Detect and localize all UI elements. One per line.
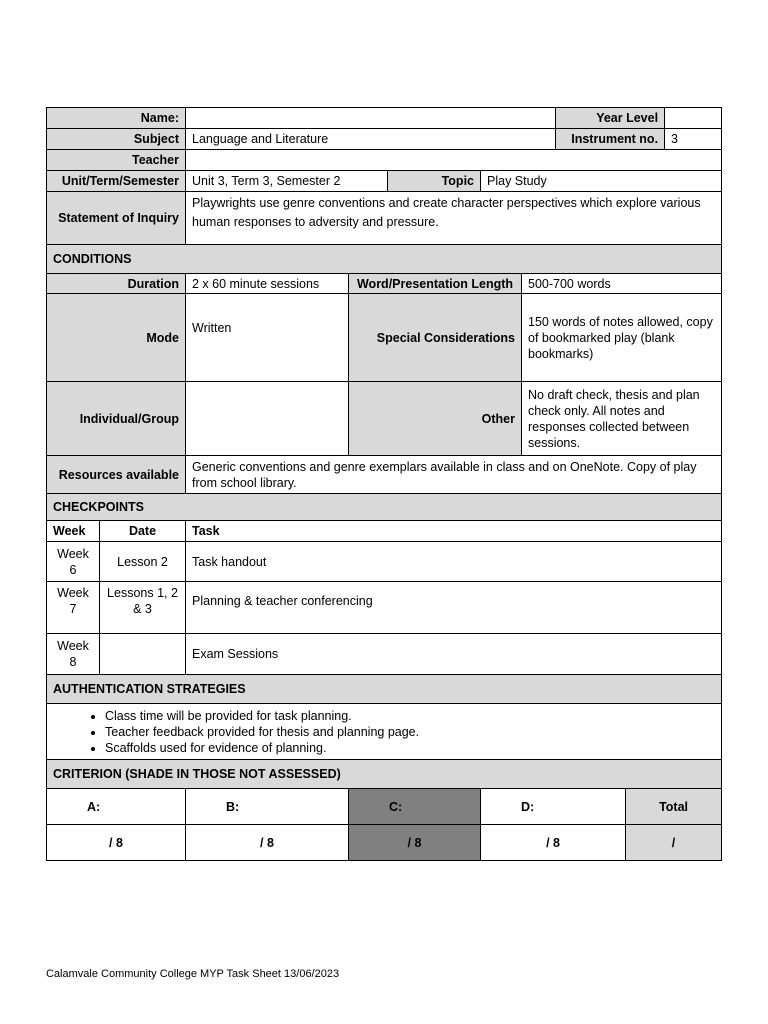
list-item: • Scaffolds used for evidence of planning. [105,740,715,756]
col-task: Task [186,521,722,542]
inquiry-label: Statement of Inquiry [47,192,186,245]
checkpoint-task: Exam Sessions [186,634,722,675]
table-row [47,582,722,634]
authentication-header-row [47,675,722,704]
criterion-b-label: B: [186,789,349,825]
resources-value: Generic conventions and genre exemplars available in class and on OneNote. Copy of play from school library. [186,456,722,494]
subject-value: Language and Literature [186,129,556,150]
checkpoint-task: Planning & teacher conferencing [186,582,722,634]
teacher-label: Teacher [47,150,186,171]
unit-row [47,171,722,192]
checkpoints-header-row [47,494,722,521]
criterion-c-score[interactable]: / 8 [349,825,481,861]
subject-row [47,129,722,150]
mode-value: Written [186,294,349,382]
conditions-header-row [47,245,722,274]
list-item: • Teacher feedback provided for thesis and planning page. [105,724,715,740]
conditions-title: CONDITIONS [47,245,722,274]
unit-label: Unit/Term/Semester [47,171,186,192]
topic-value: Play Study [481,171,722,192]
special-label: Special Considerations [349,294,522,382]
criterion-value-row [47,825,722,861]
table-row [47,634,722,675]
checkpoint-week: Week 8 [47,634,100,675]
instrument-value: 3 [665,129,722,150]
mode-label: Mode [47,294,186,382]
total-label: Total [626,789,722,825]
col-date: Date [100,521,186,542]
length-label: Word/Presentation Length [349,274,522,294]
task-sheet-table [46,107,722,861]
checkpoints-col-row [47,521,722,542]
criterion-a-score[interactable]: / 8 [47,825,186,861]
authentication-title: AUTHENTICATION STRATEGIES [47,675,722,704]
teacher-field[interactable] [186,150,722,171]
duration-value: 2 x 60 minute sessions [186,274,349,294]
other-value: No draft check, thesis and plan check only. All notes and responses collected between sessions. [522,382,722,456]
resources-row [47,456,722,494]
checkpoint-week: Week 7 [47,582,100,634]
year-level-field[interactable] [665,108,722,129]
year-level-label: Year Level [556,108,665,129]
duration-row [47,274,722,294]
unit-value: Unit 3, Term 3, Semester 2 [186,171,388,192]
duration-label: Duration [47,274,186,294]
topic-label: Topic [388,171,481,192]
authentication-list [53,708,715,756]
authentication-list-cell [47,704,722,760]
name-row [47,108,722,129]
checkpoint-week: Week 6 [47,542,100,582]
criterion-b-score[interactable]: / 8 [186,825,349,861]
teacher-row [47,150,722,171]
inquiry-value: Playwrights use genre conventions and create character perspectives which explore various human responses to adversity and pressure. [186,192,722,245]
group-row [47,382,722,456]
instrument-label: Instrument no. [556,129,665,150]
name-field[interactable] [186,108,556,129]
col-week: Week [47,521,100,542]
criterion-a-label: A: [47,789,186,825]
criterion-title: CRITERION (SHADE IN THOSE NOT ASSESSED) [47,760,722,789]
criterion-header-row [47,760,722,789]
criterion-label-row [47,789,722,825]
table-row [47,542,722,582]
checkpoint-date: Lessons 1, 2 & 3 [100,582,186,634]
checkpoints-title: CHECKPOINTS [47,494,722,521]
name-label: Name: [47,108,186,129]
page-footer: Calamvale Community College MYP Task Sheet 13/06/2023 [46,968,340,980]
special-value: 150 words of notes allowed, copy of bookmarked play (blank bookmarks) [522,294,722,382]
total-score[interactable]: / [626,825,722,861]
criterion-c-label: C: [349,789,481,825]
checkpoint-date [100,634,186,675]
authentication-row [47,704,722,760]
mode-row [47,294,722,382]
checkpoint-date: Lesson 2 [100,542,186,582]
subject-label: Subject [47,129,186,150]
list-item: • Class time will be provided for task planning. [105,708,715,724]
other-label: Other [349,382,522,456]
criterion-d-label: D: [481,789,626,825]
resources-label: Resources available [47,456,186,494]
checkpoint-task: Task handout [186,542,722,582]
group-label: Individual/Group [47,382,186,456]
criterion-d-score[interactable]: / 8 [481,825,626,861]
group-value[interactable] [186,382,349,456]
inquiry-row [47,192,722,245]
length-value: 500-700 words [522,274,722,294]
